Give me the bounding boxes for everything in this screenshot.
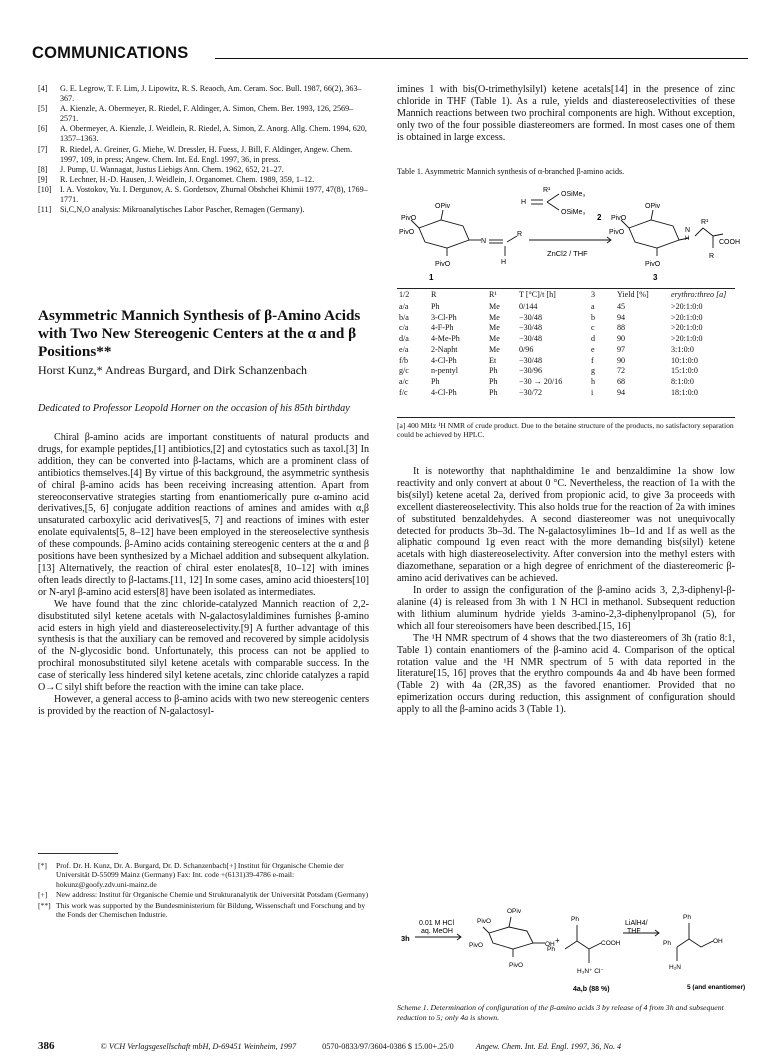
svg-text:PivO: PivO [435,261,451,268]
table-row [397,377,735,388]
page-number: 386 [38,1040,55,1052]
table-row [397,388,735,399]
table-cell: d [591,334,596,344]
table-cell: f/c [399,387,408,397]
scheme-left-label: 1 [429,273,434,282]
table-cell: −30/48 [519,334,543,344]
article-dedication: Dedicated to Professor Leopold Horner on the occasion of his 85th birthday [38,403,350,414]
table-row [397,334,735,345]
svg-text:COOH: COOH [601,940,621,947]
svg-text:PivO: PivO [611,215,627,222]
scheme-right-label: 3 [653,273,658,282]
footnote-item: [+] New address: Institut für Organische Chemie und Strukturanalytik der Universität Potsdam (Germany) [38,890,369,900]
table-cell: −30/48 [519,355,543,365]
table-cell: 90 [617,334,626,344]
svg-text:COOH: COOH [719,239,740,246]
table-cell: Et [489,355,497,365]
table-cell: n-pentyl [431,366,458,376]
svg-text:PivO: PivO [509,962,524,969]
table-cell: e [591,344,595,354]
body-right-intro: imines 1 with bis(O-trimethylsilyl) ketene acetals[14] in the presence of zinc chloride in THF (Table 1). As a rule, yields and diastereoselectivities of these Mannich reactions between two prochiral components are high. Without exception, only two of the four possible diastereomers are formed. In most cases one of them is obtained in large excess. [397,84,735,143]
table-cell: i [591,387,594,397]
reference-item: [5] A. Kienzle, A. Obermeyer, R. Riedel, F. Aldinger, A. Simon, Chem. Ber. 1993, 126, 2569–2571. [38,104,354,124]
table-cell: a/c [399,376,409,386]
section-header [32,44,748,66]
footnotes [38,861,369,920]
scheme-reagent1-bottom: aq. MeOH [421,928,453,935]
table-cell: f/b [399,355,408,365]
scheme-reagent1-top: 0.01 M HCl [419,920,455,927]
table-caption: Table 1. Asymmetric Mannich synthesis of α-branched β-amino acids. [397,167,625,176]
svg-text:N: N [481,238,487,245]
page-footer [38,1040,738,1052]
table-cell: c/a [399,323,409,333]
table-cell: 15:1:0:0 [671,366,698,376]
table-cell: >20:1:0:0 [671,323,703,333]
table-row [397,356,735,367]
reference-item: [10] I. A. Vostokov, Yu. I. Dergunov, A. S. Gordetsov, Zhurnal Obshchei Khimii 1977, 47(8), 1769–1771. [38,184,368,205]
table-cell: 2-Napht [431,344,458,354]
table-cell: 68 [617,376,626,386]
svg-text:OPiv: OPiv [435,203,451,210]
table-cell: Me [489,323,500,333]
svg-text:R¹: R¹ [543,187,551,194]
article-authors: Horst Kunz,* Andreas Burgard, and Dirk Schanzenbach [38,363,308,377]
table-cell: d/a [399,334,409,344]
reference-item: [8] J. Pump, U. Wannagat, Justus Liebigs Ann. Chem. 1962, 652, 21–27. [38,164,284,174]
article-code: 0570-0833/97/3604-0386 $ 15.00+.25/0 [322,1042,454,1051]
body-right-column [397,466,735,716]
table-row [397,366,735,377]
table-cell: −30/48 [519,312,543,322]
reference-item: [6] A. Obermeyer, A. Kienzle, J. Weidlein, R. Riedel, A. Simon, Z. Anorg. Allg. Chem. 1994, 620, 1357–1363. [38,124,367,144]
table-cell: >20:1:0:0 [671,312,703,322]
article-title: Asymmetric Mannich Synthesis of β-Amino Acids with Two New Stereogenic Centers at the α and β Positions** [38,307,361,360]
table-cell: Ph [431,302,440,311]
svg-text:OH: OH [713,938,723,945]
table-row [397,302,735,313]
footnote-rule [38,853,118,854]
table-cell: 18:1:0:0 [671,387,698,397]
svg-text:Ph: Ph [663,940,671,947]
table-row [397,345,735,356]
svg-text:N: N [685,227,691,234]
svg-text:H₃N⁺ Cl⁻: H₃N⁺ Cl⁻ [577,968,604,975]
table-cell: 4-Cl-Ph [431,387,457,397]
table-cell: 3:1:0:0 [671,344,694,354]
reference-item: [4] G. E. Legrow, T. F. Lim, J. Lipowitz, R. S. Reaoch, Am. Ceram. Soc. Bull. 1987, 66(2), 363–367. [38,84,362,104]
table-row [397,323,735,334]
scheme-product-label: 4a,b (88 %) [573,986,610,993]
table-cell: −30 → 20/16 [519,376,563,386]
scheme-reagent2-bottom: THF [627,928,641,935]
body-paragraph: However, a general access to β-amino acids with two new stereogenic centers is provided by the reaction of N-galactosyl- [38,693,369,717]
table-cell: Ph [431,376,440,386]
table-cell: 45 [617,302,626,311]
scheme-final-label: 5 (and enantiomer) [687,984,746,991]
table-cell: 10:1:0:0 [671,355,698,365]
table-cell: g/c [399,366,409,376]
table-cell: >20:1:0:0 [671,302,703,311]
table-cell: −30/48 [519,323,543,333]
table-cell: b/a [399,312,409,322]
scheme-reagent2-top: LiAlH4/ [625,920,648,927]
table-cell: Me [489,302,500,311]
table-cell: c [591,323,595,333]
table-cell: 94 [617,312,626,322]
reference-item: [7] R. Riedel, A. Greiner, G. Miehe, W. Dressler, H. Fuess, J. Bill, F. Aldinger, Angew. Chem. 1997, 109, in press; Angew. Chem. Int. Ed. Engl. 1997, 36, in press. [38,144,353,164]
svg-text:Ph: Ph [571,916,579,923]
scheme-start-label: 3h [401,934,410,943]
table-cell: 72 [617,366,626,376]
svg-text:R: R [709,253,715,260]
table-cell: Me [489,312,500,322]
svg-text:H: H [521,199,527,206]
table-cell: Ph [489,387,498,397]
svg-text:PivO: PivO [401,215,417,222]
table-cell: h [591,376,596,386]
svg-text:R: R [517,231,523,238]
svg-text:OPiv: OPiv [645,203,661,210]
table-cell: f [591,355,594,365]
svg-text:OSiMe₃: OSiMe₃ [561,191,586,198]
body-paragraph: In order to assign the configuration of the β-amino acids 3, 2,3-diphenyl-β-alanine (4) is released from 3h with 1 N HCl in methanol. Subsequent reduction with lithium aluminum hydride yields 3-amino-2,3-diphenylpropanol (5), for which all four stereoisomers have been described.[15, 16] [397,585,735,632]
svg-text:Ph: Ph [683,914,691,921]
table-bottom-rule [397,417,735,418]
table-note: [a] 400 MHz ¹H NMR of crude product. Due to the betaine structure of the products, no satisfactory separation could be achieved by HPLC. [397,421,734,440]
table-cell: 94 [617,387,626,397]
reference-item: [11] Si,C,N,O analysis: Mikroanalytisches Labor Pascher, Remagen (Germany). [38,205,305,215]
svg-text:OH: OH [545,941,555,948]
table-cell: a [591,302,595,311]
table-cell: 88 [617,323,626,333]
svg-text:Ph: Ph [547,946,555,953]
table-reaction-scheme [397,180,740,282]
svg-text:PivO: PivO [399,229,415,236]
svg-text:R¹: R¹ [701,219,709,226]
table-cell: >20:1:0:0 [671,334,703,344]
table-cell: g [591,366,596,376]
body-paragraph: It is noteworthy that naphthaldimine 1e and benzaldimine 1a show low reactivity and only convert at about 0 °C. Nevertheless, the reaction of 1a with the bis(silyl) ketene acetal 2a, derived from propionic acid, to give 3a proceeds with excellent diastereoselectivity. This also holds true for the reaction of 2a with imines of substituted benzaldehydes. A second diastereomer was not unequivocally detected for products 3b–3d. The N-galactosylimines 1b–1d and 1f as well as the aliphatic compound 1g even react with the more demanding bis(silyl) ketene acetals with high diastereoselectivity. After conversion into the methyl esters with diazomethane, separation or a high degree of enrichment of the diastereomeric β-amino acid derivatives can be achieved. [397,466,735,585]
publisher-line: © VCH Verlagsgesellschaft mbH, D-69451 Weinheim, 1997 [100,1042,297,1051]
table-cell: Ph [489,366,498,376]
svg-text:PivO: PivO [477,918,492,925]
table-cell: 4-Cl-Ph [431,355,457,365]
header-rule [215,58,748,59]
table-cell: e/a [399,344,409,354]
scheme-reagent-bottom: ZnCl2 / THF [547,249,588,258]
scheme-caption: Scheme 1. Determination of configuration of the β-amino acids 3 by release of 4 from 3h and subsequent reduction to 5; only 4a is shown. [397,1003,724,1022]
svg-text:OPiv: OPiv [507,908,522,915]
table-cell: 4-F-Ph [431,323,454,333]
body-left-column [38,432,369,718]
table-cell: a/a [399,302,409,311]
table-cell: Me [489,334,500,344]
journal-citation: Angew. Chem. Int. Ed. Engl. 1997, 36, No. 4 [475,1042,622,1051]
results-table [397,289,735,398]
svg-text:H₂N: H₂N [669,964,681,971]
table-cell: 3-Cl-Ph [431,312,457,322]
table-cell: 97 [617,344,626,354]
scheme-reagent-top: 2 [597,213,602,222]
table-cell: b [591,312,596,322]
svg-text:PivO: PivO [469,942,484,949]
table-cell: 4-Me-Ph [431,334,460,344]
table-row [397,313,735,324]
section-title: COMMUNICATIONS [32,44,189,62]
table-cell: −30/72 [519,387,543,397]
reference-list [38,84,370,215]
table-cell: −30/96 [519,366,543,376]
table-header-row: 1/2 R R¹ T [°C]/t [h] 3 Yield [%] erythro:threo [a] [399,290,727,300]
table-cell: 90 [617,355,626,365]
svg-text:H: H [685,236,690,242]
svg-text:+: + [555,936,560,945]
table-cell: 0/144 [519,302,538,311]
svg-text:H: H [501,259,507,266]
footnote-item: [**] This work was supported by the Bundesministerium für Bildung, Wissenschaft und Forschung and by the Fonds der Chemischen Industrie. [38,900,366,920]
footnote-item: [*] Prof. Dr. H. Kunz, Dr. A. Burgard, Dr. D. Schanzenbach[+] Institut für Organische Chemie der Universität D-55099 Mainz (Germany) Fax: Int. code +(6131)39-4786 e-mail: hokunz@goofy.zdv.uni-mainz.de [38,861,344,889]
svg-text:OSiMe₃: OSiMe₃ [561,209,586,216]
svg-text:PivO: PivO [645,261,661,268]
scheme-1 [397,893,746,999]
svg-text:PivO: PivO [609,229,625,236]
table-cell: Ph [489,376,498,386]
table-cell: 8:1:0:0 [671,376,694,386]
body-paragraph: The ¹H NMR spectrum of 4 shows that the two diastereomers of 3h (ratio 8:1, Table 1) contain enantiomers of the β-amino acid 4. Comparison of the optical rotation value and the ¹H NMR spectrum of 5 with data reported in the literature[15, 16] proves that the erythro compounds 4a and 4b have been formed (Table 2) with 4a (2R,3S) as the favored enantiomer. Provided that no epimerization occurs during reduction, this assignment of configuration should apply to all the β-amino acids 3 (Table 1). [397,632,735,716]
body-paragraph: Chiral β-amino acids are important constituents of natural products and drugs, for example peptides,[1] antibiotics,[2] and cytostatics such as taxol.[3] In addition, they can be converted into β-lactams, which are a prominent class of antibiotics themselves.[4] By virtue of this background, the asymmetric synthesis of chiral β-amino acids has been receiving increasing attention. Apart from stereoconservative strategies starting from enantiomerically pure α-amino acid derivatives,[5, 6] conjugate addition reactions of amines and amides with α,β unsaturated carboxylic acid derivatives[5, 7] and reactions of imines with ester enolate equivalents[5, 8–12] have been employed in the stereoselective synthesis of these compounds. β-Amino acids containing stereogenic centers at the α and β positions have been synthesized by a Michael addition and subsequent alkylation.[13] Alternatively, the reaction of chiral ester enolates[8, 10–12] with imines often leads directly to β-lactams.[11, 12] In some cases, amino acid thioesters[10] or N-aryl β-amino acid esters[8] have been isolated as intermediates. [38,432,369,598]
table-cell: Me [489,344,500,354]
reference-item: [9] R. Lechner, H.-D. Hausen, J. Weidlein, J. Organomet. Chem. 1989, 359, 1–12. [38,174,315,184]
table-cell: 0/96 [519,344,534,354]
body-paragraph: We have found that the zinc chloride-catalyzed Mannich reaction of 2,2-disubstituted silyl ketene acetals with N-galactosylaldimines furnishes β-amino acid esters in high yield and diastereoselectivity.[9] A further advantage of this synthesis is that the auxiliary can be removed and recovered by simple acidolysis of the N-glycosidic bond. Unfortunately, this process can not be applied to prochiral monosubstituted silyl ketene acetals with comparable success. In the case of sterically less hindered silyl ketene acetals, zinc chloride catalyzes a rapid O→C silyl shift before the reaction with the imine can take place. [38,598,369,694]
